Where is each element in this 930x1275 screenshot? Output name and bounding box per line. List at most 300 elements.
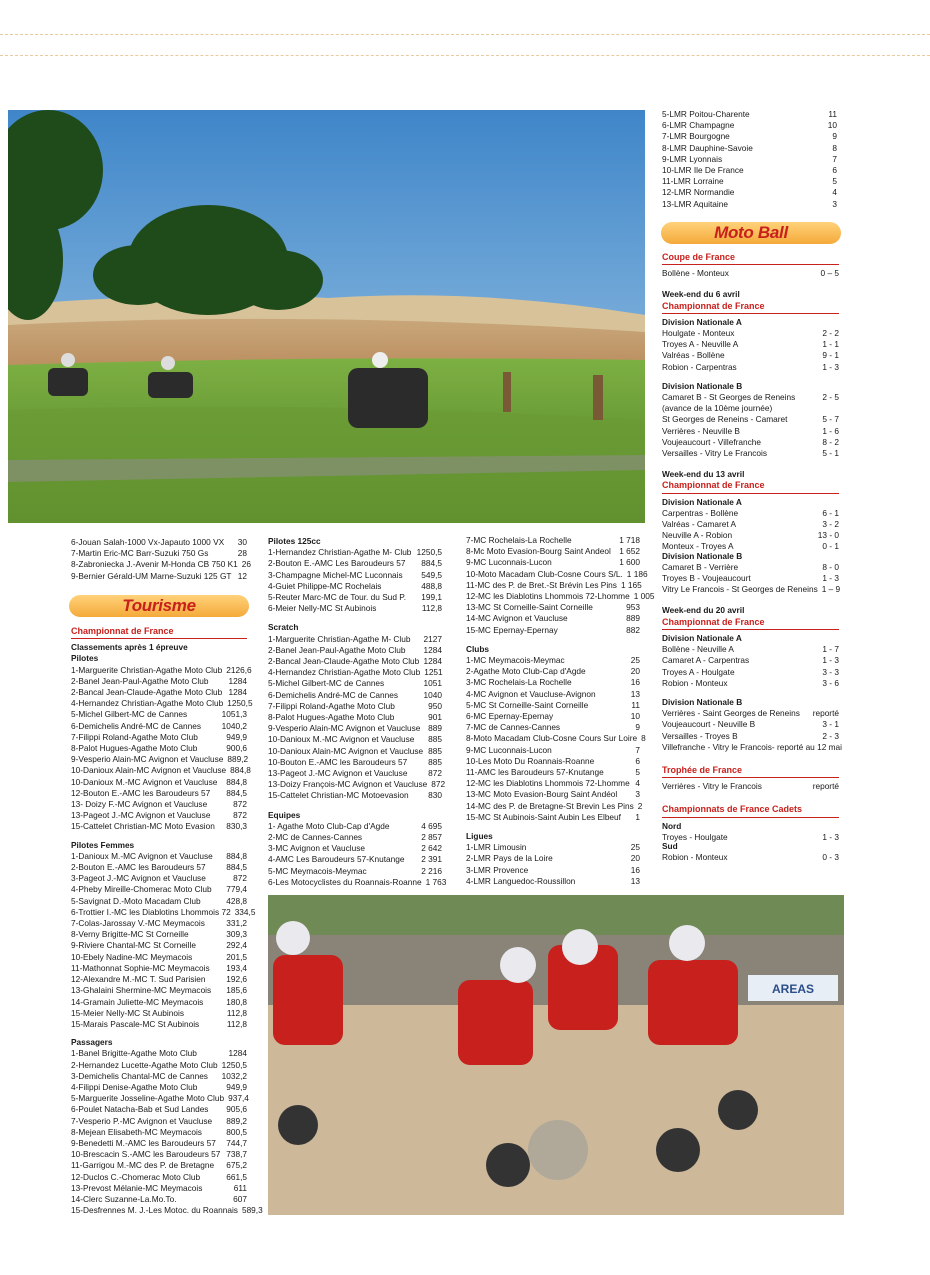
equipes-heading: Equipes — [268, 809, 301, 820]
row-value: 8 - 0 — [822, 561, 839, 572]
row-label: 5-Michel Gilbert-MC de Cannes — [268, 678, 385, 689]
result-row — [71, 698, 253, 709]
row-label: 4-Pheby Mireille-Chomerac Moto Club — [71, 884, 212, 895]
row-label: 6-Demichelis André-MC de Cannes — [71, 720, 202, 731]
row-value: 884,5 — [421, 558, 442, 569]
header-rule — [0, 55, 930, 56]
row-value: 6 - 1 — [822, 507, 839, 518]
row-value: 889,2 — [226, 1115, 247, 1126]
result-row — [466, 535, 640, 546]
row-label: 2-Banel Jean-Paul-Agathe Moto Club — [268, 644, 406, 655]
row-label: 12-Duclos C.-Chomerac Moto Club — [71, 1171, 201, 1182]
row-value: 872 — [233, 810, 247, 821]
result-row — [71, 676, 247, 687]
row-label: 6-Meier Nelly-MC St Aubinois — [268, 603, 377, 614]
row-value: 2126,6 — [226, 664, 252, 675]
row-label: 6-Jouan Salah-1000 Vx-Japauto 1000 VX — [71, 537, 225, 547]
row-label: 8-Zabroniecka J.-Avenir M-Honda CB 750 K1 — [71, 559, 238, 570]
row-value: 331,2 — [226, 918, 247, 929]
row-label: 7-Filippi Roland-Agathe Moto Club — [268, 700, 395, 711]
division-a-heading: Division Nationale A — [662, 316, 742, 327]
scratch-heading: Scratch — [268, 622, 299, 633]
result-row — [71, 1127, 247, 1138]
row-label: 10-Ebely Nadine-MC Meymacois — [71, 951, 193, 962]
result-row — [466, 778, 640, 789]
result-row — [662, 852, 839, 863]
column-2 — [268, 536, 447, 888]
result-row — [71, 963, 247, 974]
row-label: 7-MC Rochelais-La Rochelle — [466, 535, 572, 545]
result-row — [662, 719, 839, 730]
pilotes-ranking — [71, 664, 253, 833]
result-row — [71, 571, 247, 582]
coupe-heading: Coupe de France — [662, 252, 839, 265]
row-value: 112,8 — [421, 603, 442, 614]
result-row — [71, 1205, 263, 1216]
result-row — [662, 199, 837, 210]
row-value: 185,6 — [226, 985, 247, 996]
row-value: 1284 — [228, 687, 247, 698]
result-row — [268, 558, 442, 569]
row-label: 15-Cattelet Christian-MC Moto Evasion — [71, 821, 215, 832]
row-label: Valréas - Bollène — [662, 350, 725, 361]
row-label: 13-MC Moto Evasion-Bourg Saint Andéol — [466, 789, 618, 800]
cadets-sud-results — [662, 852, 839, 863]
row-label: 8-Palot Hugues-Agathe Moto Club — [268, 712, 395, 723]
row-value: 607 — [233, 1193, 247, 1204]
row-value: 885 — [428, 734, 442, 745]
row-value: 738,7 — [226, 1149, 247, 1160]
row-value: 953 — [626, 602, 640, 613]
row-label: 11-LMR Lorraine — [662, 176, 724, 187]
result-row — [71, 918, 247, 929]
result-row — [268, 701, 442, 712]
row-label: 1-Danioux M.-MC Avignon et Vaucluse — [71, 850, 213, 861]
row-value: 0 - 3 — [822, 852, 839, 863]
row-label: 14-MC des P. de Bretagne-St Brevin Les Pins — [466, 800, 634, 811]
division-b-results — [662, 562, 839, 596]
row-value: 10 — [827, 120, 837, 131]
result-row — [268, 603, 442, 614]
cadets-heading: Championnats de France Cadets — [662, 804, 839, 817]
row-value: 9 — [635, 722, 640, 733]
row-value: 1 652 — [619, 546, 640, 557]
result-row — [466, 568, 648, 580]
row-label: 4-Guiet Philippe-MC Rochelais — [268, 580, 382, 591]
row-value: 885 — [428, 745, 442, 756]
row-value: 1284 — [228, 1048, 247, 1059]
row-value: 3 — [635, 789, 640, 800]
row-value: 11 — [828, 109, 837, 119]
row-value: 889 — [428, 723, 442, 734]
row-value: 1 — [635, 811, 640, 822]
row-value: 16 — [630, 677, 640, 688]
result-row — [466, 591, 655, 602]
result-row — [71, 732, 247, 743]
row-label: 13-Pageot J.-MC Avignon et Vaucluse — [268, 768, 408, 779]
row-label: 10-Danioux M.-MC Avignon et Vaucluse — [71, 776, 218, 787]
result-row — [268, 723, 442, 734]
result-row — [662, 143, 837, 154]
result-row — [71, 537, 247, 548]
result-row — [466, 625, 640, 636]
row-value: 661,5 — [226, 1171, 247, 1182]
row-value: 1 763 — [425, 876, 447, 887]
row-value: 8 - 2 — [822, 436, 839, 447]
result-row — [268, 634, 442, 645]
result-row — [662, 154, 837, 165]
row-label: 12-Alexandre M.-MC T. Sud Parisien — [71, 974, 206, 985]
row-label: 15-MC Epernay-Epernay — [466, 624, 558, 635]
row-value: 26 — [241, 559, 252, 570]
row-label: Verrières - Saint Georges de Reneins — [662, 708, 800, 719]
row-value: 2 - 2 — [822, 328, 839, 339]
row-label: 2-Bouton E.-AMC Les Baroudeurs 57 — [268, 558, 406, 569]
result-row — [71, 709, 247, 720]
ligues-ranking-continued — [662, 109, 837, 210]
row-label: 9-Riviere Chantal-MC St Corneille — [71, 940, 196, 951]
ligues-ranking — [466, 842, 640, 887]
result-row — [71, 1048, 247, 1059]
row-value: 3 - 1 — [822, 719, 839, 730]
result-row — [662, 109, 837, 120]
row-label: 4-MC Avignon et Vaucluse-Avignon — [466, 688, 596, 699]
result-row — [71, 862, 247, 873]
result-row — [466, 853, 640, 864]
row-value: reporté — [812, 708, 839, 719]
motorcycle-ranking-continued — [71, 537, 252, 582]
touring-riders-photo — [8, 110, 645, 523]
row-label: Villefranche - Vitry le Francois- reporté au 12 mai — [662, 741, 842, 752]
result-row — [662, 403, 839, 414]
row-label: 1-Marguerite Christian-Agathe Moto Club — [71, 664, 223, 675]
result-row — [268, 843, 442, 854]
row-value: 1284 — [423, 644, 442, 655]
row-value: 0 - 1 — [822, 541, 839, 552]
row-value: 1250,5 — [227, 698, 253, 709]
row-value: 675,2 — [226, 1160, 247, 1171]
row-label: 9-MC Luconnais-Lucon — [466, 557, 552, 568]
row-value: 25 — [630, 842, 640, 853]
row-label: Voujeaucourt - Neuville B — [662, 719, 756, 730]
pilotes-125-ranking — [268, 547, 442, 614]
row-value: 1 - 3 — [822, 831, 839, 842]
row-value: 112,8 — [226, 1007, 247, 1018]
result-row — [71, 1071, 247, 1082]
result-row — [268, 779, 446, 790]
row-label: 2-Banel Jean-Paul-Agathe Moto Club — [71, 675, 209, 686]
row-label: Camaret A - Carpentras — [662, 655, 750, 666]
row-value: 4 — [635, 778, 640, 789]
row-value: 949,9 — [226, 731, 247, 742]
result-row — [71, 548, 247, 559]
row-label: 13-Ghalaini Shermine-MC Meymacois — [71, 985, 212, 996]
row-label: 10-Danioux Alain-MC Avignon et Vaucluse — [268, 745, 424, 756]
row-value: 6 — [832, 165, 837, 176]
result-row — [71, 777, 247, 788]
division-b-heading: Division Nationale B — [662, 380, 743, 391]
result-row — [71, 799, 247, 810]
result-row — [71, 810, 247, 821]
pilotes-heading: Pilotes — [71, 653, 99, 664]
row-value — [842, 742, 846, 753]
row-label: 7-MC de Cannes-Cannes — [466, 722, 561, 733]
row-label: 12-MC les Diablotins Lhommois 72-Lhomme — [466, 778, 630, 789]
row-value: 292,4 — [226, 940, 247, 951]
row-value: 884,5 — [226, 862, 247, 873]
result-row — [466, 756, 640, 767]
result-row — [71, 1183, 247, 1194]
row-value: 889 — [626, 613, 640, 624]
pilotes-femmes-ranking — [71, 850, 256, 1030]
row-value: 872 — [428, 768, 442, 779]
row-value: 905,6 — [226, 1104, 247, 1115]
result-row — [71, 559, 252, 570]
result-row — [662, 519, 839, 530]
result-row — [662, 667, 839, 678]
result-row — [466, 842, 640, 853]
result-row — [268, 678, 442, 689]
row-value: 5 - 7 — [822, 414, 839, 425]
result-row — [662, 165, 837, 176]
row-value: 884,8 — [230, 765, 251, 776]
row-label: 9-Vesperio Alain-MC Avignon et Vaucluse — [71, 754, 224, 765]
row-label: 15-Desfrennes M. J.-Les Motoc. du Roannais — [71, 1205, 238, 1216]
result-row — [662, 176, 837, 187]
row-label: 1-MC Meymacois-Meymac — [466, 655, 565, 666]
result-row — [268, 757, 442, 768]
row-label: 13-LMR Aquitaine — [662, 198, 728, 209]
row-value: 5 — [832, 176, 837, 187]
row-value: 12 — [237, 570, 247, 581]
clubs-heading: Clubs — [466, 643, 490, 654]
row-value: 25 — [630, 655, 640, 666]
row-label: 4-AMC Les Baroudeurs 57-Knutange — [268, 854, 405, 865]
row-value: 8 — [832, 142, 837, 153]
column-1 — [71, 537, 252, 582]
result-row — [662, 562, 839, 573]
row-label: 15-Marais Pascale-MC St Aubinois — [71, 1018, 200, 1029]
result-row — [466, 711, 640, 722]
row-value: 937,4 — [228, 1093, 249, 1104]
row-value: 11 — [631, 699, 640, 710]
result-row — [662, 268, 839, 279]
row-value: 6 — [635, 755, 640, 766]
row-value: 889,2 — [227, 754, 249, 765]
result-row — [268, 832, 442, 843]
result-row — [71, 754, 247, 765]
result-row — [466, 666, 640, 677]
row-value: 611 — [233, 1182, 247, 1193]
row-label: 5-MC Meymacois-Meymac — [268, 865, 367, 876]
row-label: 5-LMR Poitou-Charente — [662, 109, 750, 119]
tourisme-section-title: Championnat de France — [71, 626, 247, 639]
tourisme-column — [71, 626, 263, 1216]
row-value: 1250,5 — [416, 547, 442, 558]
row-label: 1-LMR Limousin — [466, 842, 527, 853]
row-label: 10-Danioux M.-MC Avignon et Vaucluse — [268, 734, 415, 745]
row-label: 3-Demichelis Chantal-MC de Cannes — [71, 1070, 208, 1081]
row-label: Troyes - Houlgate — [662, 831, 728, 842]
division-a-results — [662, 328, 839, 373]
result-row — [466, 733, 646, 744]
result-row — [466, 800, 643, 812]
row-label: 6-Demichelis André-MC de Cannes — [268, 689, 399, 700]
row-value: 1 - 3 — [822, 655, 839, 666]
row-label: 13- Doizy F.-MC Avignon et Vaucluse — [71, 799, 208, 810]
row-label: 2-Bancal Jean-Claude-Agathe Moto Club — [268, 656, 420, 667]
row-value: 5 — [635, 767, 640, 778]
row-label: Versailles - Vitry Le Francois — [662, 448, 767, 459]
row-label: Camaret B - Verrière — [662, 561, 739, 572]
row-value: 20 — [630, 666, 640, 677]
row-value: 9 - 1 — [822, 350, 839, 361]
result-row — [662, 708, 839, 719]
result-row — [662, 530, 839, 541]
row-label: 10-Brescacin S.-AMC les Baroudeurs 57 — [71, 1149, 221, 1160]
row-value: 882 — [626, 624, 640, 635]
result-row — [466, 602, 640, 613]
trophee-heading: Trophée de France — [662, 765, 839, 778]
moto-ball-banner: Moto Ball — [661, 222, 841, 244]
clubs-ranking — [466, 655, 646, 823]
result-row — [662, 584, 839, 595]
result-row — [662, 655, 839, 666]
row-value: 20 — [630, 853, 640, 864]
row-value: 830,3 — [226, 821, 247, 832]
result-row — [662, 120, 837, 131]
result-row — [71, 765, 251, 776]
row-value: 1251 — [424, 667, 443, 678]
row-label: Bollène - Neuville A — [662, 644, 734, 655]
result-row — [662, 339, 839, 350]
row-value: 1 - 3 — [822, 361, 839, 372]
row-label: 2-Bouton E.-AMC les Baroudeurs 57 — [71, 862, 206, 873]
row-value: 744,7 — [226, 1137, 247, 1148]
row-label: 14-Clerc Suzanne-La.Mo.To. — [71, 1193, 177, 1204]
result-row — [71, 985, 247, 996]
row-value: 1 186 — [626, 568, 648, 579]
row-value: 30 — [237, 537, 247, 547]
row-label: 8-Mejean Elisabeth-MC Meymacois — [71, 1126, 202, 1137]
row-value: 0 – 5 — [820, 268, 839, 279]
row-value: 10 — [630, 711, 640, 722]
row-value: 884,5 — [226, 787, 247, 798]
row-label: 1-Marguerite Christian-Agathe M- Club — [268, 633, 411, 644]
row-label: Robion - Carpentras — [662, 361, 737, 372]
row-label: 2-MC de Cannes-Cannes — [268, 832, 363, 843]
row-value: 2 — [637, 800, 643, 811]
row-value: 488,8 — [421, 580, 442, 591]
row-value: 901 — [428, 712, 442, 723]
row-label: (avance de la 10ème journée) — [662, 403, 773, 414]
row-value: 2 391 — [421, 854, 442, 865]
row-label: Vitry Le Francois - St Georges de Reneins — [662, 584, 818, 595]
row-label: 8-Verny Brigitte-MC St Corneille — [71, 929, 189, 940]
row-label: 7-Martin Eric-MC Barr-Suzuki 750 Gs — [71, 548, 209, 559]
row-value: 1040 — [423, 689, 442, 700]
row-value: 1 – 9 — [821, 584, 841, 595]
row-value: 1284 — [228, 675, 247, 686]
result-row — [268, 712, 442, 723]
result-row — [466, 812, 640, 823]
row-label: 5-Reuter Marc-MC de Tour. du Sud P. — [268, 592, 407, 603]
row-label: Valréas - Camaret A — [662, 519, 737, 530]
row-value: 1 - 7 — [822, 644, 839, 655]
result-row — [466, 546, 640, 557]
row-value: 193,4 — [226, 962, 247, 973]
row-value: 549,5 — [421, 569, 442, 580]
result-row — [71, 664, 252, 676]
result-row — [71, 821, 247, 832]
result-row — [71, 743, 247, 754]
division-b-heading: Division Nationale B — [662, 550, 743, 561]
result-row — [466, 613, 640, 624]
result-row — [466, 789, 640, 800]
row-label: 11-Mathonnat Sophie-MC Meymacois — [71, 962, 210, 973]
result-row — [268, 547, 442, 558]
row-label: 8-Moto Macadam Club-Cosne Cours Sur Loire — [466, 733, 638, 744]
result-row — [71, 1149, 247, 1160]
row-label: 12-LMR Normandie — [662, 187, 735, 198]
result-row — [662, 426, 839, 437]
result-row — [466, 557, 640, 568]
row-label: 11-AMC les Baroudeurs 57-Knutange — [466, 767, 604, 778]
row-value: 309,3 — [226, 929, 247, 940]
row-label: 7-Colas-Jarossay V.-MC Meymacois — [71, 918, 205, 929]
row-label: 10-LMR Ile De France — [662, 165, 744, 176]
row-label: Camaret B - St Georges de Reneins — [662, 392, 796, 403]
result-row — [71, 687, 247, 698]
result-row — [268, 581, 442, 592]
result-row — [268, 667, 442, 678]
row-label: 13-MC St Corneille-Saint Corneille — [466, 602, 593, 613]
row-label: 6-Trottier I.-MC les Diablotins Lhommois 72 — [71, 906, 231, 917]
tourisme-subtitle: Classements après 1 épreuve — [71, 642, 188, 653]
row-value: 2127 — [423, 633, 442, 644]
scratch-ranking — [268, 633, 446, 802]
row-value: 13 — [630, 688, 640, 699]
row-value — [835, 403, 839, 414]
result-row — [268, 690, 442, 701]
row-label: Verrières - Neuville B — [662, 425, 740, 436]
result-row — [71, 851, 247, 862]
result-row — [662, 437, 839, 448]
pilotes-femmes-heading: Pilotes Femmes — [71, 839, 135, 850]
row-label: 5-Michel Gilbert-MC de Cannes — [71, 709, 188, 720]
row-value: 3 - 2 — [822, 519, 839, 530]
row-value: 779,4 — [226, 884, 247, 895]
row-value: 949,9 — [226, 1081, 247, 1092]
row-label: 4-Filippi Denise-Agathe Moto Club — [71, 1081, 198, 1092]
row-label: 10-Danioux Alain-MC Avignon et Vaucluse — [71, 765, 227, 776]
row-label: 14-Gramain Juliette-MC Meymacois — [71, 996, 204, 1007]
row-value: 5 - 1 — [822, 448, 839, 459]
row-label: 3-MC Avignon et Vaucluse — [268, 843, 366, 854]
result-row — [466, 689, 640, 700]
weekend-2-heading: Week-end du 13 avril — [662, 469, 745, 480]
result-row — [466, 700, 640, 711]
row-label: 3-LMR Provence — [466, 864, 529, 875]
row-value: 4 — [832, 187, 837, 198]
row-label: 3-MC Rochelais-La Rochelle — [466, 677, 572, 688]
row-label: 11-Garrigou M.-MC des P. de Bretagne — [71, 1160, 215, 1171]
row-value: 2 857 — [421, 832, 442, 843]
row-label: 4-Hernandez Christian-Agathe Moto Club — [71, 698, 224, 709]
row-value: 1 600 — [619, 557, 640, 568]
result-row — [662, 187, 837, 198]
row-value: 1051,3 — [221, 709, 247, 720]
